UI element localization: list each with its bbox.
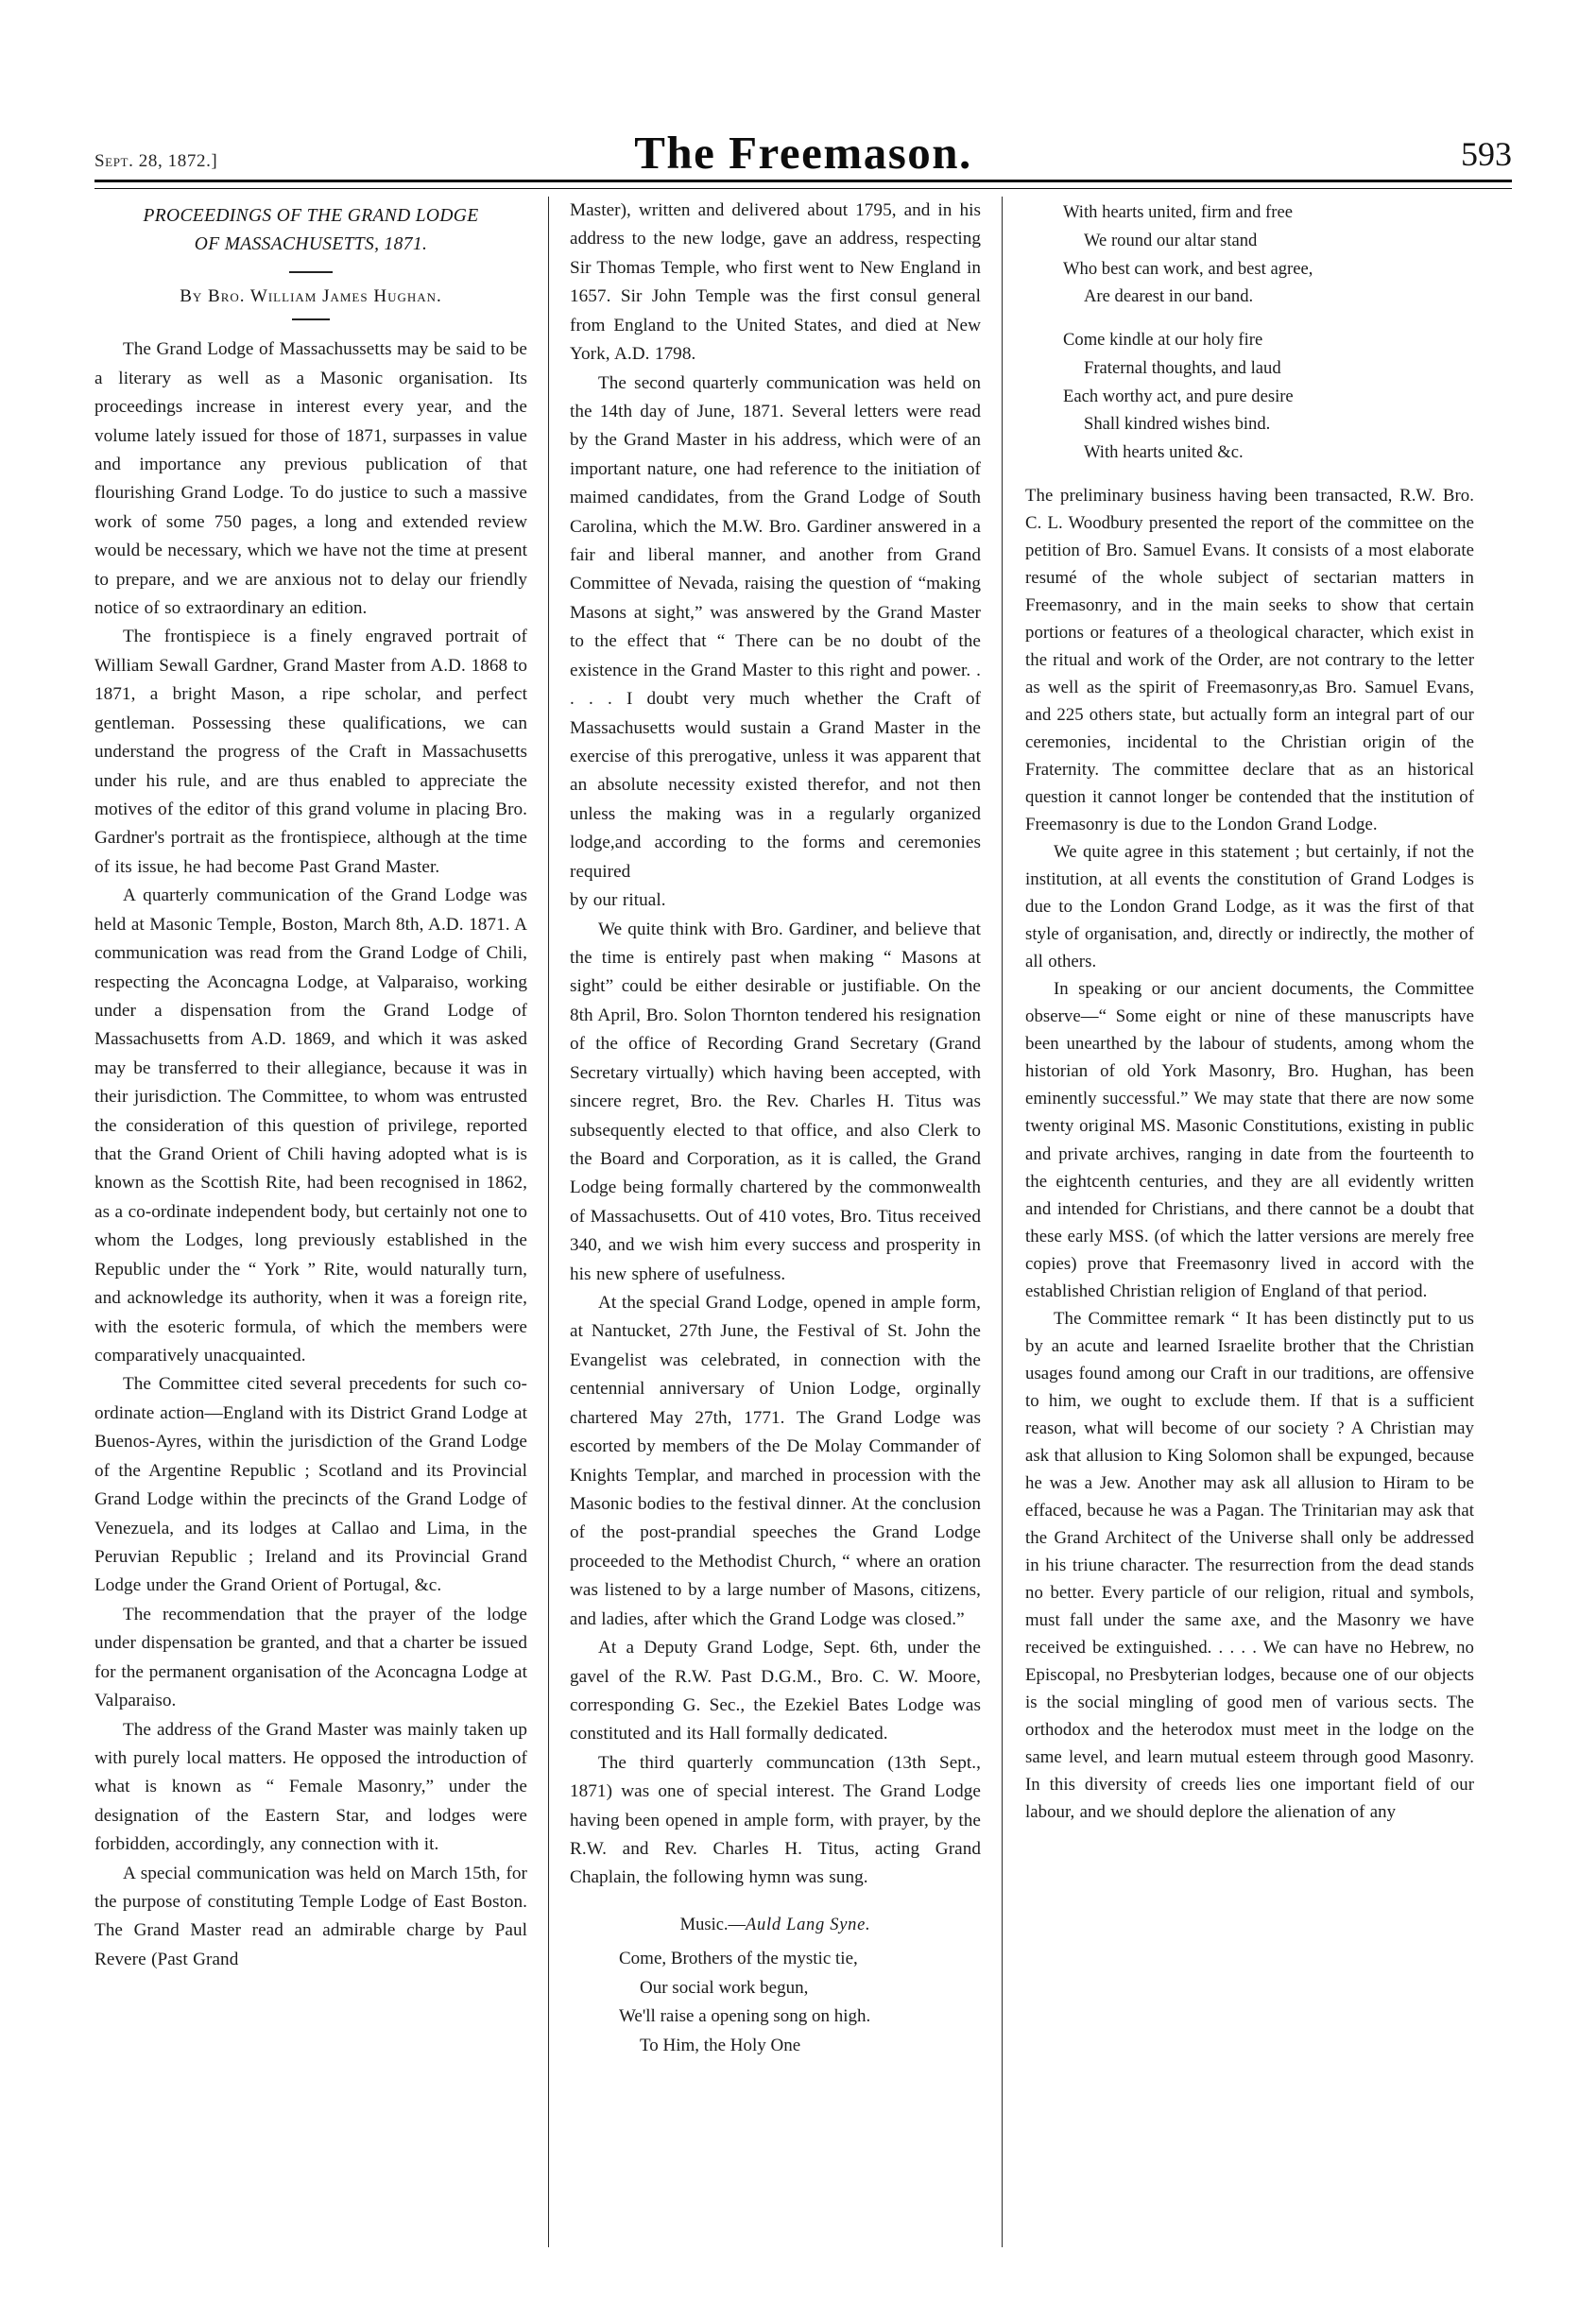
paragraph: A special communication was held on March 15th, for the purpose of constituting Temple Lodge of East Boston. The Grand Master read an admirable charge by Paul Revere (Past Grand [94,1863,527,1969]
paragraph: The third quarterly communcation (13th Sept., 1871) was one of special interest. The Grand Lodge having been opened in ample form, with prayer, by the R.W. and Rev. Charles H. Titus, acting Grand Chaplain, the following hymn was sung. [570,1752,981,1888]
article-byline: By Bro. William James Hughan. [180,286,442,307]
hymn-line: Each worthy act, and pure desire [1063,386,1294,406]
hymn-stanza [570,1945,981,2061]
paragraph: The recommendation that the prayer of the lodge under dispensation be granted, and that a charter be issued for the permanent organisation of the Aconcagna Lodge at Valparaiso. [94,1604,527,1711]
masthead-rule [94,180,1512,189]
article-columns [94,197,1512,2247]
page-number: 593 [1461,135,1512,173]
hymn-line: We'll raise a opening song on high. [619,2006,871,2027]
hymn-line: Are dearest in our band. [1084,286,1254,307]
paragraph: Master), written and delivered about 1795, and in his address to the new lodge, gave an address, respecting Sir Thomas Temple, who first went to New England in 1657. Sir John Temple was the first consul general from England to the United States, and died at New York, A.D. 1798. [570,200,981,365]
byline-divider [292,318,330,320]
paragraph: We quite agree in this statement ; but certainly, if not the institution, at all events the constitution of Grand Lodges is due to the London Grand Lodge, as it was the first of that style of organisation, and, directly or indirectly, the mother of all others. [1025,842,1474,972]
hymn-line: Come kindle at our holy fire [1063,330,1263,350]
paragraph: by our ritual. [570,890,666,911]
hymn-line: Come, Brothers of the mystic tie, [619,1948,858,1968]
column-one [94,197,548,2247]
hymn-stanza [1025,198,1474,311]
paragraph: The Grand Lodge of Massachussetts may be said to be a literary as well as a Masonic organisation. Its proceedings increase in interest every year, and the volume lately issued for those of 1871, surpasses in value and importance any previous publication of that flourishing Grand Lodge. To do justice to such a massive work of some 750 pages, a long and extended review would be necessary, which we have not the time at present to prepare, and we are anxious not to delay our friendly notice of so extraordinary an edition. [94,339,527,619]
hymn-line: We round our altar stand [1084,230,1258,250]
paragraph: The preliminary business having been transacted, R.W. Bro. C. L. Woodbury presented the report of the committee on the petition of Bro. Samuel Evans. It consists of a most elaborate resumé of the whole subject of sectarian matters in Freemasonry, and in the main seeks to show that certain portions or features of a theological character, which exist in the ritual and work of the Order, are not contrary to the letter as well as the spirit of Freemasonry,as Bro. Samuel Evans, and 225 others state, but actually form an integral part of our ceremonies, incidental to the Christian origin of the Fraternity. The committee declare that as an historical question it cannot longer be contended that the institution of Freemasonry is due to the London Grand Lodge. [1025,485,1474,835]
headline-line-1: PROCEEDINGS OF THE GRAND LODGE [143,206,479,226]
paragraph: At a Deputy Grand Lodge, Sept. 6th, under the gavel of the R.W. Past D.G.M., Bro. C. W. Moore, corresponding G. Sec., the Ezekiel Bates Lodge was constituted and its Hall formally dedicated. [570,1638,981,1744]
hymn-line: Shall kindred wishes bind. [1084,414,1271,435]
hymn-line: Our social work begun, [640,1977,809,1998]
hymn-tune-name: Auld Lang Syne. [746,1915,871,1934]
hymn-stanza [1025,326,1474,467]
column-three [1002,197,1474,2247]
paragraph: In speaking or our ancient documents, the Committee observe—“ Some eight or nine of these manuscripts have been unearthed by the labour of students, among whom the historian of old York Masonry, Bro. Hughan, has been eminently successful.” We may state that there are now some twenty original MS. Masonic Constitutions, existing in public and private archives, ranging in date from the fourteenth to the eightcenth centuries, and they are all evidently written and intended for Christians, and there cannot be a doubt that these early MSS. (of which the latter versions are merely free copies) prove that Freemasonry lived in accord with the established Christian religion of England of that period. [1025,979,1474,1301]
hymn-line: With hearts united, firm and free [1063,202,1293,222]
masthead [94,112,1512,179]
paragraph: A quarterly communication of the Grand Lodge was held at Masonic Temple, Boston, March 8th, A.D. 1871. A communication was read from the Grand Lodge of Chili, respecting the Aconcagna Lodge, at Valparaiso, working under a dispensation from the Grand Lodge of Massachusetts from A.D. 1869, and which it was asked may be transferred to their allegiance, because it was in their jurisdiction. The Committee, to whom was entrusted the consideration of this question of privilege, reported that the Grand Orient of Chili having adopted what is is known as the Scottish Rite, had been recognised in 1862, as a co-ordinate independent body, but certainly not one to whom the Lodges, long previously established in the Republic under the “ York ” Rite, would naturally turn, and acknowledge its authority, when it was a foreign rite, with the esoteric formula, of which the members were comparatively unacquainted. [94,885,527,1366]
paragraph: The address of the Grand Master was mainly taken up with purely local matters. He opposed the introduction of what is known as “ Female Masonry,” under the designation of the Eastern Star, and lodges were forbidden, accordingly, any connection with it. [94,1719,527,1855]
hymn-line: With hearts united &c. [1084,442,1244,462]
stanza-spacer [1025,311,1474,326]
hymn-music-heading [570,1916,981,1935]
paragraph: We quite think with Bro. Gardiner, and believe that the time is entirely past when making “ Masons at sight” could be either desirable or justifiable. On the 8th April, Bro. Solon Thornton tendered his resignation of the office of Recording Grand Secretary (Grand Secretary virtually) which having been accepted, with sincere regret, Bro. the Rev. Charles H. Titus was subsequently elected to that office, and also Clerk to the Board and Corporation, as it is called, the Grand Lodge being formally chartered by the commonwealth of Massachusetts. Out of 410 votes, Bro. Titus received 340, and we wish him every success and prosperity in his new sphere of usefulness. [570,919,981,1284]
paragraph: The Committee cited several precedents for such co-ordinate action—England with its District Grand Lodge at Buenos-Ayres, within the jurisdiction of the Grand Lodge of the Argentine Republic ; Scotland and its Provincial Grand Lodge within the precincts of the Grand Lodge of Venezuela, and its lodges at Callao and Lima, in the Peruvian Republic ; Ireland and its Provincial Grand Lodge under the Grand Orient of Portugal, &c. [94,1374,527,1596]
paragraph: At the special Grand Lodge, opened in ample form, at Nantucket, 27th June, the Festival of St. John the Evangelist was celebrated, in connection with the centennial anniversary of Union Lodge, orginally chartered May 27th, 1771. The Grand Lodge was escorted by members of the De Molay Commander of Knights Templar, and marched in procession with the Masonic bodies to the festival dinner. At the conclusion of the post-prandial speeches the Grand Lodge proceeded to the Methodist Church, “ where an oration was listened to by a large number of Masons, citizens, and ladies, after which the Grand Lodge was closed.” [570,1293,981,1629]
hymn-line: Who best can work, and best agree, [1063,258,1313,279]
headline-divider [289,271,333,273]
hymn-line: To Him, the Holy One [640,2036,801,2056]
article-headline [94,202,527,258]
paragraph: The second quarterly communication was held on the 14th day of June, 1871. Several letters were read by the Grand Master in his address, which were of an important nature, one had reference to the initiation of maimed candidates, from the Grand Lodge of South Carolina, which the M.W. Bro. Gardiner answered in a fair and liberal manner, and another from Grand Committee of Nevada, raising the question of “making Masons at sight,” was answered by the Grand Master to the effect that “ There can be no doubt of the existence in the Grand Master to this right and power. . . . . I doubt very much whether the Craft of Massachusetts would sustain a Grand Master in the exercise of this prerogative, unless it was apparent that an absolute necessity existed therefor, and not then unless the making was in a regularly organized lodge,and according to the forms and ceremonies required [570,372,981,882]
page-title: The Freemason. [634,127,972,179]
hymn-line: Fraternal thoughts, and laud [1084,357,1281,378]
paragraph: The frontispiece is a finely engraved portrait of William Sewall Gardner, Grand Master from A.D. 1868 to 1871, a bright Mason, a ripe scholar, and perfect gentleman. Possessing these qualifications, we can understand the progress of the Craft in Massachusetts under his rule, and are thus enabled to appreciate the motives of the editor of this grand volume in placing Bro. Gardner's portrait as the frontispiece, although at the time of its issue, he had become Past Grand Master. [94,627,527,877]
issue-date: Sept. 28, 1872.] [94,151,218,171]
paragraph: The Committee remark “ It has been distinctly put to us by an acute and learned Israelite brother that the Christian usages found among our Craft in our traditions, are offensive to him, we ought to exclude them. If that is a sufficient reason, what will become of our society ? A Christian may ask that allusion to King Solomon shall be expunged, because he was a Jew. Another may ask all allusion to Hiram to be effaced, because he was a Pagan. The Trinitarian may ask that the Grand Architect of the Universe shall only be addressed in his triune character. The resurrection from the dead stands no better. Every particle of our religion, ritual and symbols, must fall under the same axe, and the Masonry we have received be extinguished. . . . . We can have no Hebrew, no Episcopal, no Presbyterian lodges, because one of our objects is the social mingling of good men of various sects. The orthodox and the heterodox must meet in the lodge on the same level, and learn mutual esteem through good Masonry. In this diversity of creeds lies one important field of our labour, and we should deplore the alienation of any [1025,1308,1474,1823]
column-two [548,197,1002,2247]
hymn-music-label: Music.— [679,1915,747,1934]
headline-line-2: OF MASSACHUSETTS, 1871. [194,233,428,254]
stanza-spacer [1025,467,1474,482]
